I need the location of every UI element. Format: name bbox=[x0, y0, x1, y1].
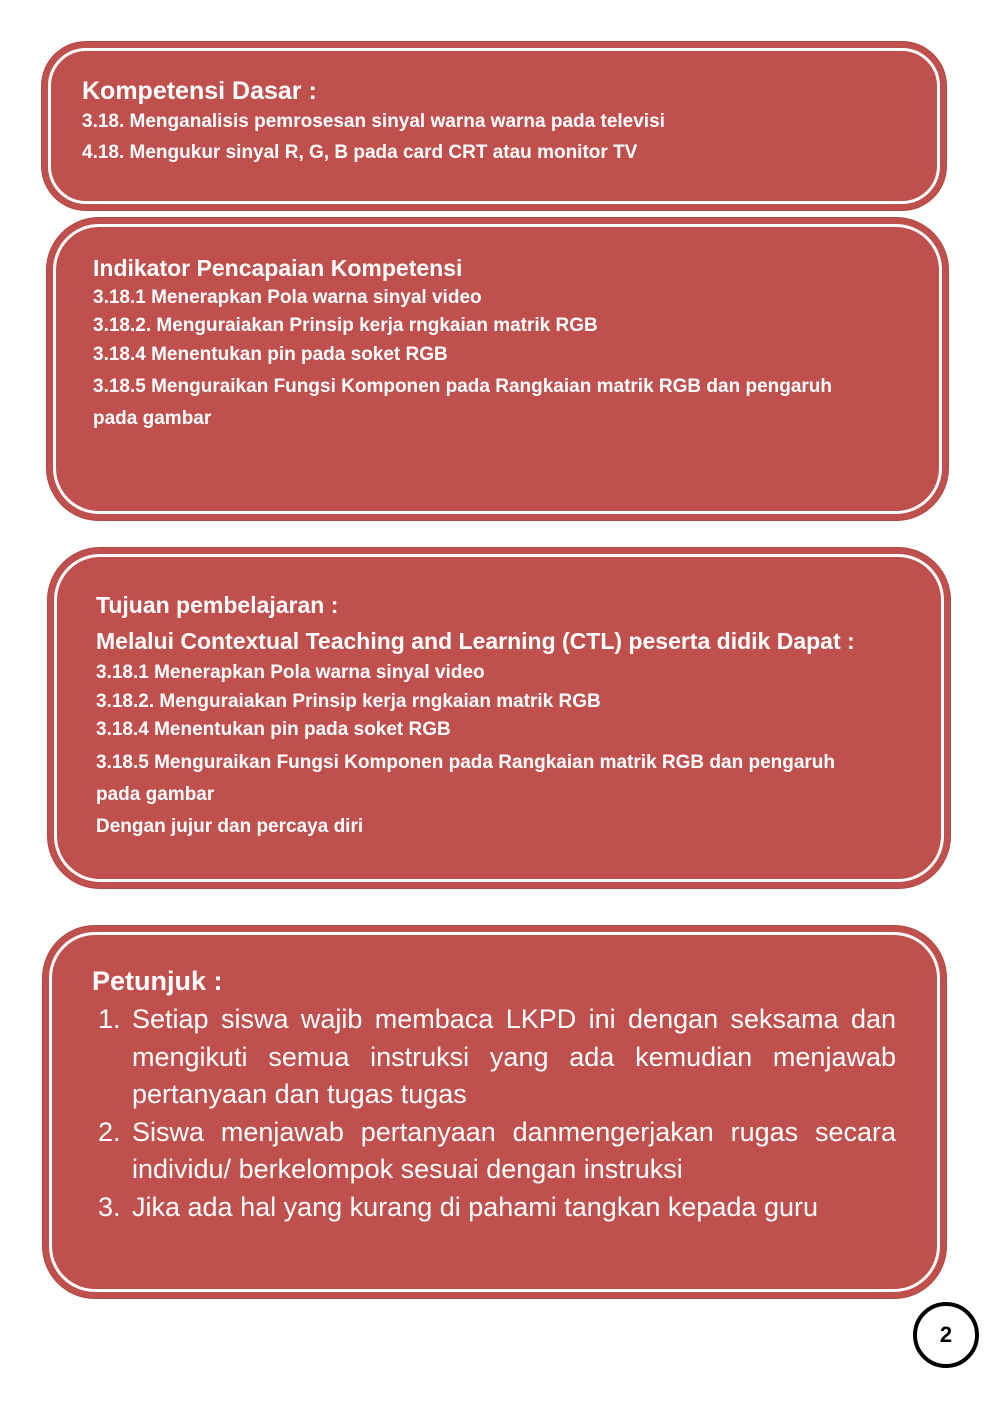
petunjuk-list bbox=[92, 1001, 896, 1226]
petunjuk-item bbox=[92, 1001, 896, 1114]
petunjuk-content bbox=[92, 965, 896, 1226]
tujuan-item: 3.18.1 Menerapkan Pola warna sinyal video bbox=[96, 662, 485, 683]
tujuan-box bbox=[48, 548, 950, 888]
petunjuk-item-number: 3. bbox=[98, 1191, 121, 1222]
kompetensi-dasar-content bbox=[82, 76, 922, 165]
petunjuk-item bbox=[92, 1189, 896, 1227]
kompetensi-item: 4.18. Mengukur sinyal R, G, B pada card CRT atau monitor TV bbox=[82, 142, 638, 163]
tujuan-item: 3.18.2. Menguraiakan Prinsip kerja rngkaian matrik RGB bbox=[96, 691, 601, 712]
petunjuk-box bbox=[43, 926, 946, 1298]
indikator-content bbox=[93, 253, 913, 431]
indikator-item: pada gambar bbox=[93, 408, 212, 429]
tujuan-item: Dengan jujur dan percaya diri bbox=[96, 816, 364, 837]
indikator-item: 3.18.4 Menentukan pin pada soket RGB bbox=[93, 344, 448, 365]
indikator-title: Indikator Pencapaian Kompetensi bbox=[93, 255, 463, 281]
indikator-item: 3.18.2. Menguraiakan Prinsip kerja rngkaian matrik RGB bbox=[93, 315, 598, 336]
tujuan-content bbox=[96, 590, 926, 839]
indikator-item: 3.18.5 Menguraikan Fungsi Komponen pada Rangkaian matrik RGB dan pengaruh bbox=[93, 376, 833, 397]
kompetensi-dasar-title: Kompetensi Dasar : bbox=[82, 77, 317, 105]
tujuan-item: 3.18.4 Menentukan pin pada soket RGB bbox=[96, 719, 451, 740]
tujuan-item: 3.18.5 Menguraikan Fungsi Komponen pada Rangkaian matrik RGB dan pengaruh bbox=[96, 752, 836, 773]
petunjuk-item-number: 2. bbox=[98, 1116, 121, 1147]
petunjuk-title: Petunjuk : bbox=[92, 966, 223, 996]
tujuan-subtitle: Melalui Contextual Teaching and Learning (CTL) peserta didik Dapat : bbox=[96, 628, 855, 654]
page-number: 2 bbox=[913, 1302, 979, 1368]
petunjuk-item bbox=[92, 1114, 896, 1189]
indikator-item: 3.18.1 Menerapkan Pola warna sinyal video bbox=[93, 287, 482, 308]
kompetensi-dasar-box bbox=[42, 42, 946, 210]
petunjuk-item-number: 1. bbox=[98, 1004, 121, 1034]
petunjuk-item-text: Setiap siswa wajib membaca LKPD ini dengan seksama dan mengikuti semua instruksi yang ada kemudian menjawab pertanyaan dan tugas tugas bbox=[132, 1004, 896, 1109]
kompetensi-item: 3.18. Menganalisis pemrosesan sinyal warna warna pada televisi bbox=[82, 111, 665, 132]
indikator-box bbox=[47, 218, 948, 520]
petunjuk-item-text: Jika ada hal yang kurang di pahami tangkan kepada guru bbox=[132, 1191, 818, 1222]
tujuan-title: Tujuan pembelajaran : bbox=[96, 592, 339, 618]
petunjuk-item-text: Siswa menjawab pertanyaan danmengerjakan rugas secara individu/ berkelompok sesuai dengan instruksi bbox=[132, 1116, 896, 1184]
tujuan-item: pada gambar bbox=[96, 784, 215, 805]
